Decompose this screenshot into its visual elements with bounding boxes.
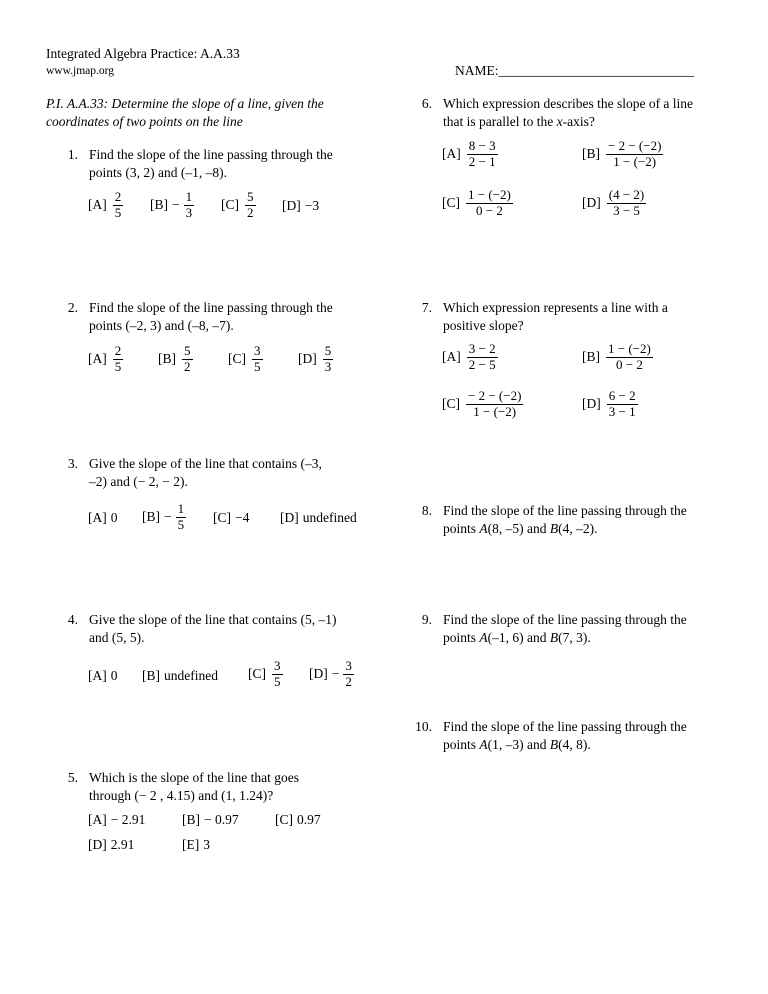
choice-label: [A] [88,510,107,525]
choice-a[interactable] [88,668,118,684]
question-text: points (–2, 3) and (–8, –7). [89,318,234,333]
numerator: − 2 − (−2) [608,138,662,153]
denominator: 2 [184,358,191,374]
choice-b[interactable] [142,502,188,533]
numerator: 1 − (−2) [608,341,651,356]
question-text: Find the slope of the line passing through the [89,147,333,162]
choice-b[interactable] [182,812,239,828]
point-a: A [479,521,488,536]
choice-value: 2.91 [110,837,135,852]
choice-label: [A] [88,351,107,367]
choice-b[interactable] [150,190,196,221]
denominator: 3 − 5 [613,202,640,218]
choice-label: [C] [275,812,293,827]
numerator: 3 [345,658,352,673]
choice-label: [D] [298,351,317,367]
numerator: − 2 − (−2) [468,388,522,403]
choice-label: [E] [182,837,200,852]
choice-label: [B] [142,509,160,525]
question-text: Find the slope of the line passing through the [443,503,687,518]
numerator: 3 − 2 [468,341,496,356]
fraction [113,190,124,221]
choice-a[interactable] [442,139,500,170]
choice-value: undefined [302,510,357,525]
choice-value: 0 [110,510,118,525]
choice-label: [C] [442,195,460,211]
choice-label: [D] [282,198,301,213]
fraction [252,344,263,375]
choice-a[interactable] [88,344,125,375]
denominator: 0 − 2 [615,356,643,372]
choice-c[interactable] [221,190,258,221]
denominator: 5 [114,358,122,374]
choice-label: [A] [88,197,107,213]
objective-line-1: P.I. A.A.33: Determine the slope of a line, given the [46,96,324,111]
denominator: 5 [177,516,185,532]
fraction [467,342,498,373]
fraction [466,389,523,420]
denominator: 3 [185,204,193,220]
choice-label: [C] [221,197,239,213]
choice-a[interactable] [88,190,125,221]
question-number: 6. [421,96,432,111]
choice-d[interactable] [309,659,356,690]
fraction [245,190,256,221]
question-number: 2. [67,300,78,315]
choice-value: − 2.91 [110,812,146,827]
point-b: B [549,737,559,752]
choice-c[interactable] [228,344,265,375]
question-text: points A(–1, 6) and B(7, 3). [443,630,591,645]
choice-d[interactable] [282,198,319,214]
question-text: points (3, 2) and (–1, –8). [89,165,227,180]
denominator: 5 [114,204,122,220]
denominator: 2 − 1 [468,153,496,169]
choice-value: −3 [304,198,320,213]
choice-label: [B] [182,812,200,827]
site-url: www.jmap.org [46,65,115,77]
denominator: 2 − 5 [468,356,496,372]
choice-value: − 0.97 [204,812,239,827]
numerator: 2 [114,189,122,204]
denominator: 3 − 1 [608,403,636,419]
choice-label: [D] [88,837,107,852]
choice-b[interactable] [158,344,195,375]
question-number: 8. [421,503,432,518]
numerator: 6 − 2 [608,388,636,403]
choice-c[interactable] [213,510,249,526]
choice-a[interactable] [442,342,500,373]
question-text: Which is the slope of the line that goes [89,770,299,785]
choice-label: [C] [248,666,266,682]
question-text: points A(1, –3) and B(4, 8). [443,737,591,752]
choice-d[interactable] [582,188,648,219]
point-a: A [479,737,488,752]
denominator: 5 [274,673,281,689]
question-number: 9. [421,612,432,627]
choice-a[interactable] [88,812,145,828]
numerator: 8 − 3 [468,138,496,153]
question-text: Give the slope of the line that contains (5, –1) [89,612,337,627]
choice-label: [A] [88,812,107,827]
numerator: 5 [247,189,254,204]
question-number: 5. [67,770,78,785]
choice-c[interactable] [248,659,285,690]
question-text: Which expression represents a line with a [443,300,668,315]
numerator: 5 [324,343,332,358]
fraction [272,659,283,690]
variable-x: x [556,114,563,129]
name-field[interactable]: NAME:_____________________________ [455,63,695,78]
choice-label: [A] [442,146,461,162]
fraction [182,344,193,375]
choice-label: [B] [582,146,600,162]
choice-b[interactable] [582,139,665,170]
choice-label: [D] [309,666,328,682]
question-text: Give the slope of the line that contains (–3, [89,456,322,471]
objective-line-2: coordinates of two points on the line [46,114,243,129]
question-number: 10. [415,719,432,734]
choice-b[interactable] [582,342,655,373]
choice-label: [A] [88,668,107,683]
choice-label: [B] [150,197,168,213]
numerator: 5 [184,343,191,358]
question-text: points A(8, –5) and B(4, –2). [443,521,598,536]
choice-value: undefined [164,668,218,683]
choice-label: [D] [280,510,299,525]
choice-label: [C] [213,510,231,525]
choice-e[interactable] [182,837,210,853]
choice-d[interactable] [298,344,335,375]
denominator: 2 [345,673,352,689]
choice-label: [C] [442,396,460,412]
choice-value: 0.97 [297,812,321,827]
numerator: 1 [185,189,193,204]
denominator: 2 [247,204,254,220]
question-number: 1. [67,147,78,162]
question-number: 3. [67,456,78,471]
denominator: 1 − (−2) [613,153,657,169]
fraction [606,139,663,170]
fraction [607,188,647,219]
question-text: Which expression describes the slope of a line [443,96,694,111]
question-text: Find the slope of the line passing through the [89,300,333,315]
negative-sign: − [172,197,180,213]
choice-label: [B] [142,668,160,683]
numerator: (4 − 2) [608,187,645,202]
numerator: 2 [114,343,122,358]
question-text: positive slope? [443,318,524,333]
choice-label: [B] [582,349,600,365]
numerator: 3 [254,343,261,358]
choice-value: 3 [203,837,210,852]
choice-value: −4 [235,510,250,525]
choice-d[interactable] [88,837,134,853]
question-text: Find the slope of the line passing through the [443,612,687,627]
choice-label: [B] [158,351,176,367]
choice-a[interactable] [88,510,118,526]
worksheet-title: Integrated Algebra Practice: A.A.33 [46,46,240,61]
denominator: 0 − 2 [475,202,503,218]
question-number: 7. [421,300,432,315]
fraction [184,190,195,221]
choice-value: 0 [110,668,118,683]
question-text: that is parallel to the x-axis? [443,114,595,129]
point-a: A [479,630,488,645]
numerator: 3 [274,658,281,673]
choice-label: [A] [442,349,461,365]
choice-label: [D] [582,195,601,211]
question-text: through (− 2 , 4.15) and (1, 1.24)? [89,788,274,803]
denominator: 1 − (−2) [473,403,517,419]
fraction [466,188,513,219]
point-b: B [549,630,559,645]
choice-label: [D] [582,396,601,412]
point-b: B [549,521,559,536]
choice-b[interactable] [142,668,218,684]
question-text: –2) and (− 2, − 2). [89,474,188,489]
fraction [176,502,187,533]
choice-c[interactable] [442,188,515,219]
choice-d[interactable] [582,389,640,420]
question-text: and (5, 5). [89,630,145,645]
numerator: 1 − (−2) [468,187,511,202]
fraction [606,342,653,373]
numerator: 1 [177,501,185,516]
choice-c[interactable] [442,389,525,420]
choice-c[interactable] [275,812,321,828]
fraction [467,139,498,170]
choice-label: [C] [228,351,246,367]
fraction [607,389,638,420]
fraction [113,344,124,375]
denominator: 3 [324,358,332,374]
question-number: 4. [67,612,78,627]
question-text: Find the slope of the line passing through the [443,719,687,734]
denominator: 5 [254,358,261,374]
choice-d[interactable] [280,510,357,526]
fraction [323,344,334,375]
negative-sign: − [164,509,172,525]
negative-sign: − [331,666,340,682]
fraction [343,659,354,690]
